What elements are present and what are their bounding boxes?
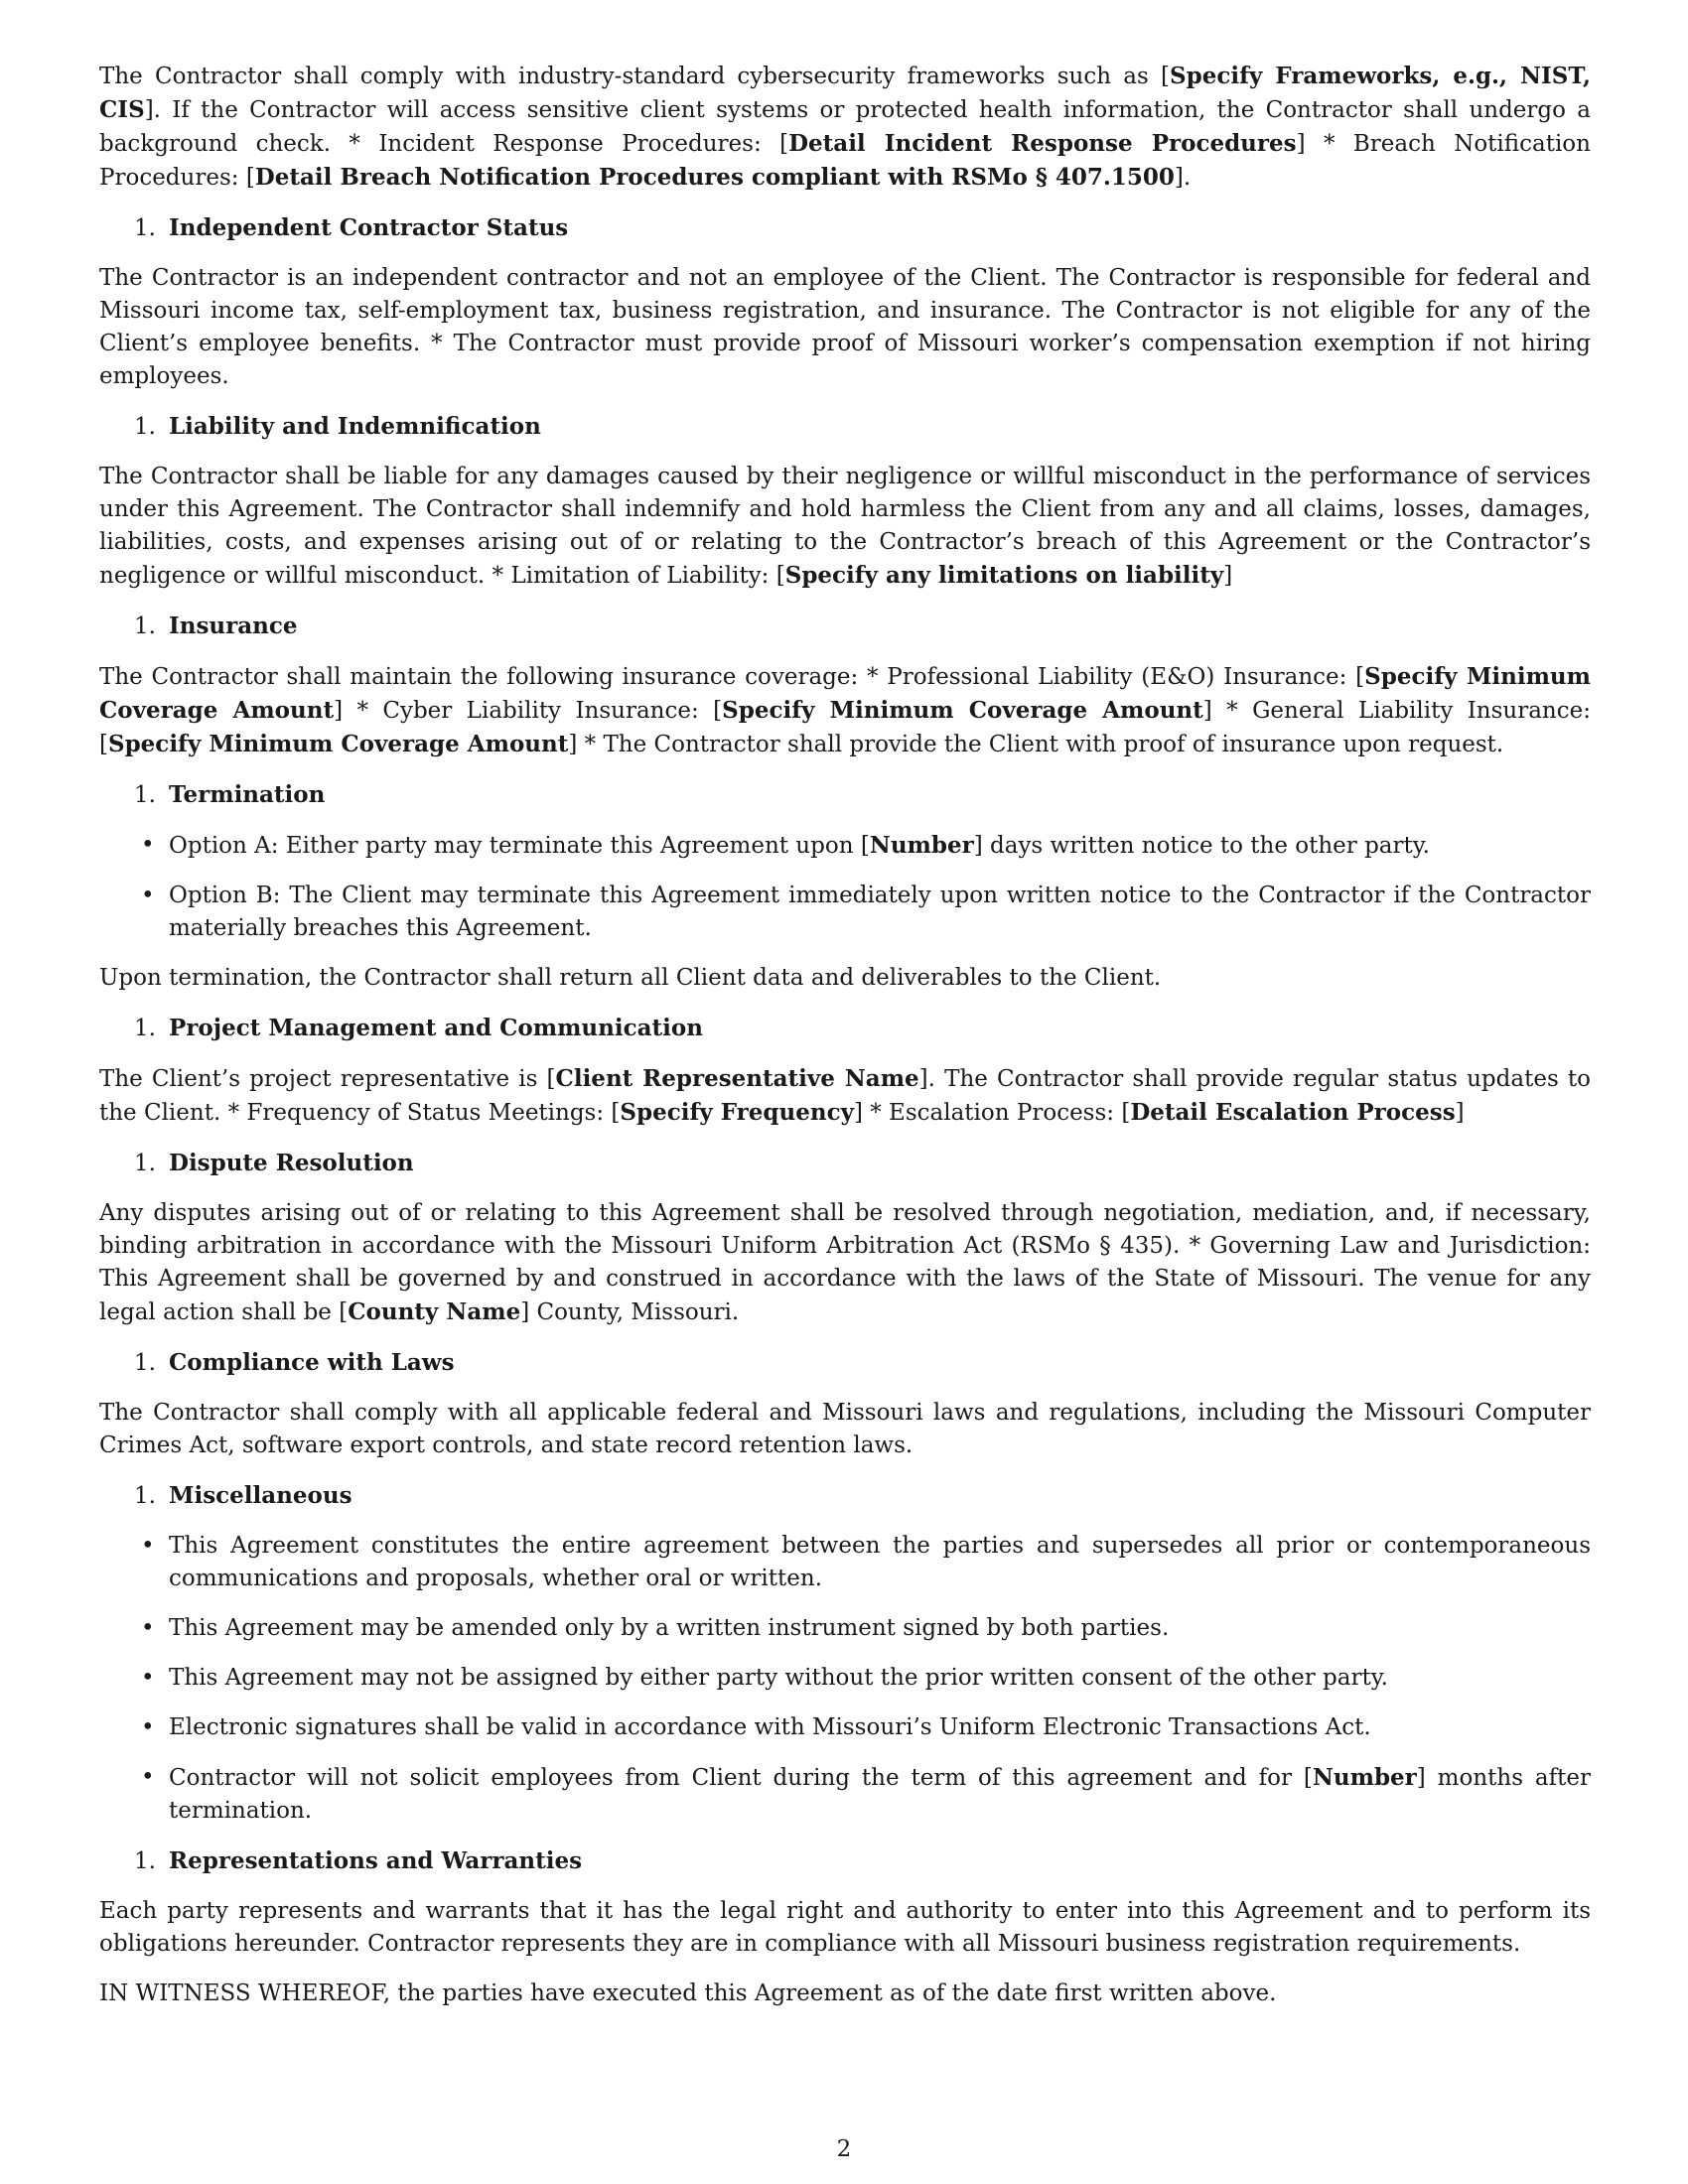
witness-paragraph: IN WITNESS WHEREOF, the parties have executed this Agreement as of the date first written above. (99, 1980, 1277, 2006)
text-run: Electronic signatures shall be valid in accordance with Missouri’s Uniform Electronic Transactions Act. (169, 1714, 1371, 1740)
list-item (99, 1711, 1591, 1744)
placeholder-number: Number (1312, 1764, 1417, 1791)
text-run: ] (1455, 1100, 1465, 1126)
bullet-icon: • (141, 883, 155, 908)
section-number: 1. (134, 414, 156, 440)
section-heading-compliance (99, 1346, 1591, 1380)
document-page (99, 60, 1591, 2027)
section-heading-representations (99, 1844, 1591, 1878)
section-number: 1. (134, 1848, 156, 1874)
insurance-paragraph (99, 660, 1591, 761)
text-run: ]. (1174, 165, 1192, 191)
text-run: ] months after termination. (169, 1765, 1591, 1824)
text-run: This Agreement constitutes the entire agreement between the parties and supersedes all prior or contemporaneous communications and proposals, whether oral or written. (169, 1533, 1591, 1591)
section-title: Insurance (169, 613, 298, 639)
section-title: Liability and Indemnification (169, 413, 541, 440)
liability-paragraph (99, 461, 1591, 593)
list-item (99, 1761, 1591, 1828)
bullet-icon: • (141, 1615, 155, 1641)
section-title: Miscellaneous (169, 1482, 352, 1509)
section-number: 1. (134, 1151, 156, 1176)
text-run: Option B: The Client may terminate this Agreement immediately upon written notice to the Contractor if the Contractor materially breaches this Agreement. (169, 883, 1591, 941)
section-number: 1. (134, 1483, 156, 1509)
placeholder-number: Number (869, 832, 974, 859)
text-run: ] days written notice to the other party. (973, 833, 1430, 859)
placeholder-breach-notification: Detail Breach Notification Procedures compliant with RSMo § 407.1500 (254, 164, 1175, 191)
placeholder-coverage-amount: Specify Minimum Coverage Amount (722, 697, 1203, 724)
text-run: ] * Cyber Liability Insurance: [ (334, 698, 723, 724)
text-run: ] * General Liability Insurance: [ (99, 698, 1591, 757)
text-run: ] * Escalation Process: [ (853, 1100, 1131, 1126)
section-title: Representations and Warranties (169, 1847, 583, 1874)
placeholder-coverage-amount: Specify Minimum Coverage Amount (107, 731, 569, 757)
text-run: Option A: Either party may terminate this Agreement upon [ (169, 833, 870, 859)
bullet-icon: • (141, 1533, 155, 1559)
list-item (99, 1530, 1591, 1595)
section-heading-project-management (99, 1012, 1591, 1045)
text-run: ] (1223, 563, 1233, 589)
text-run: The Contractor shall comply with industry-standard cybersecurity frameworks such as [ (99, 64, 1171, 89)
placeholder-coverage-amount: Specify Minimum Coverage Amount (99, 663, 1591, 724)
intro-paragraph (99, 60, 1591, 195)
section-number: 1. (134, 782, 156, 808)
section-heading-independent-contractor (99, 211, 1591, 245)
list-item (99, 1612, 1591, 1645)
page-number: 2 (836, 2136, 852, 2162)
list-item (99, 829, 1591, 863)
section-number: 1. (134, 1016, 156, 1041)
placeholder-incident-response: Detail Incident Response Procedures (788, 130, 1297, 157)
project-management-paragraph (99, 1062, 1591, 1130)
text-run: The Contractor shall maintain the following insurance coverage: * Professional Liability (E&O) Insurance: [ (99, 664, 1365, 690)
dispute-resolution-paragraph (99, 1197, 1591, 1329)
placeholder-frameworks: Specify Frameworks, e.g., NIST, CIS (99, 63, 1591, 123)
section-title: Dispute Resolution (169, 1150, 414, 1176)
representations-paragraph: Each party represents and warrants that it has the legal right and authority to enter into this Agreement and to perform its obligations hereunder. Contractor represents they are in compliance with all Missouri business registration requirements. (99, 1898, 1591, 1957)
section-title: Independent Contractor Status (169, 214, 569, 241)
bullet-icon: • (141, 1665, 155, 1691)
section-number: 1. (134, 215, 156, 241)
section-number: 1. (134, 614, 156, 639)
section-heading-insurance (99, 610, 1591, 643)
list-item (99, 880, 1591, 945)
text-run: This Agreement may be amended only by a written instrument signed by both parties. (169, 1615, 1170, 1641)
text-run: Contractor will not solicit employees from Client during the term of this agreement and for [ (169, 1765, 1313, 1791)
section-title: Termination (169, 781, 326, 808)
text-run: The Contractor shall be liable for any damages caused by their negligence or willful misconduct in the performance of services under this Agreement. The Contractor shall indemnify and hold harmless the Client from any and all claims, losses, damages, liabilities, costs, and expenses arising out of or relating to the Contractor’s breach of this Agreement or the Contractor’s negligence or willful misconduct. * Limitation of Liability: [ (99, 464, 1591, 589)
placeholder-liability-limit: Specify any limitations on liability (784, 562, 1224, 589)
miscellaneous-list (99, 1530, 1591, 1828)
text-run: ]. If the Contractor will access sensitive client systems or protected health information, the Contractor shall undergo a background check. * Incident Response Procedures: [ (99, 97, 1591, 157)
section-heading-dispute-resolution (99, 1147, 1591, 1180)
text-run: ]. The Contractor shall provide regular status updates to the Client. * Frequency of Status Meetings: [ (99, 1066, 1591, 1126)
bullet-icon: • (141, 832, 155, 858)
termination-paragraph: Upon termination, the Contractor shall return all Client data and deliverables to the Client. (99, 965, 1162, 991)
placeholder-escalation: Detail Escalation Process (1130, 1099, 1456, 1126)
compliance-paragraph: The Contractor shall comply with all applicable federal and Missouri laws and regulations, including the Missouri Computer Crimes Act, software export controls, and state record retention laws. (99, 1400, 1591, 1458)
placeholder-client-rep: Client Representative Name (555, 1065, 919, 1092)
section-title: Project Management and Communication (169, 1015, 703, 1041)
independent-contractor-paragraph: The Contractor is an independent contractor and not an employee of the Client. The Contractor is responsible for federal and Missouri income tax, self-employment tax, business registration, and insurance. The Contractor is not eligible for any of the Client’s employee benefits. * The Contractor must provide proof of Missouri worker’s compensation exemption if not hiring employees. (99, 265, 1591, 389)
text-run: Any disputes arising out of or relating to this Agreement shall be resolved through negotiation, mediation, and, if necessary, binding arbitration in accordance with the Missouri Uniform Arbitration Act (RSMo § 435). * Governing Law and Jurisdiction: This Agreement shall be governed by and construed in accordance with the laws of the State of Missouri. The venue for any legal action shall be [ (99, 1200, 1591, 1325)
placeholder-county: County Name (348, 1298, 521, 1325)
section-heading-termination (99, 778, 1591, 812)
list-item (99, 1662, 1591, 1695)
bullet-icon: • (141, 1764, 155, 1790)
text-run: ] * The Contractor shall provide the Client with proof of insurance upon request. (568, 732, 1504, 757)
section-heading-liability (99, 410, 1591, 444)
termination-options-list (99, 829, 1591, 945)
text-run: ] * Breach Notification Procedures: [ (99, 131, 1591, 191)
placeholder-frequency: Specify Frequency (620, 1099, 854, 1126)
section-title: Compliance with Laws (169, 1349, 455, 1376)
text-run: The Client’s project representative is [ (99, 1066, 556, 1092)
text-run: ] County, Missouri. (520, 1299, 740, 1325)
bullet-icon: • (141, 1714, 155, 1740)
section-number: 1. (134, 1350, 156, 1376)
text-run: This Agreement may not be assigned by either party without the prior written consent of the other party. (169, 1665, 1388, 1691)
section-heading-miscellaneous (99, 1479, 1591, 1513)
